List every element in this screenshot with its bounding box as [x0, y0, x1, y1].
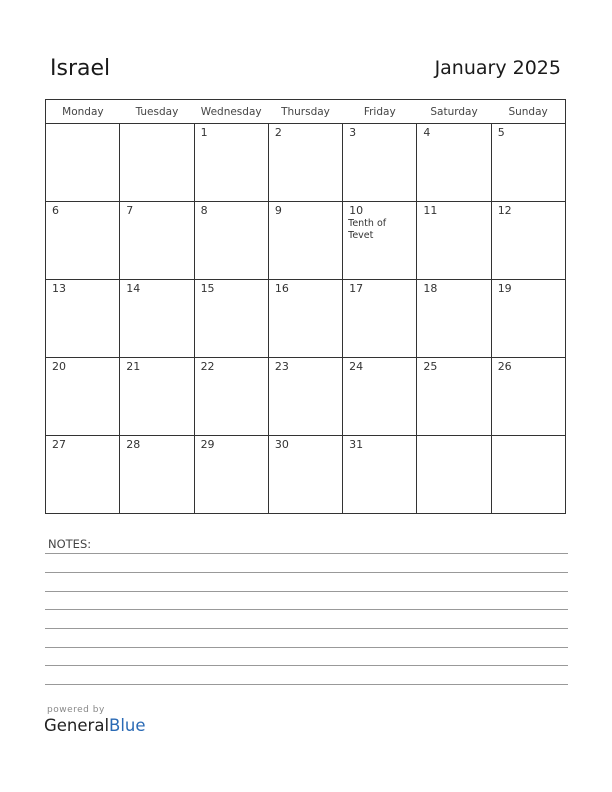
day-cell	[417, 202, 491, 280]
day-cell	[46, 124, 120, 202]
day-number: 3	[349, 126, 357, 139]
note-line	[45, 572, 568, 573]
day-number: 2	[274, 126, 282, 139]
weekday-header: Wednesday	[194, 100, 268, 124]
day-cell	[120, 436, 194, 514]
day-cell	[46, 202, 120, 280]
brand-name-part2: Blue	[109, 716, 146, 735]
day-number: 20	[52, 360, 66, 373]
day-number: 26	[497, 360, 512, 373]
day-number	[46, 124, 119, 126]
day-cell	[343, 358, 417, 436]
day-cell	[194, 124, 268, 202]
holiday-label: Tenth of Tevet	[348, 218, 387, 241]
week-row	[46, 124, 566, 202]
day-number: 14	[126, 282, 141, 295]
weekday-header: Thursday	[268, 100, 342, 124]
day-cell	[417, 358, 491, 436]
note-line	[45, 684, 568, 685]
week-row	[46, 436, 566, 514]
day-number: 21	[126, 360, 141, 373]
day-cell	[268, 280, 342, 358]
day-cell	[194, 280, 268, 358]
day-cell	[268, 202, 342, 280]
weekday-header: Tuesday	[120, 100, 194, 124]
day-number: 4	[423, 126, 431, 139]
day-cell	[491, 124, 565, 202]
note-line	[45, 609, 568, 610]
day-cell	[46, 280, 120, 358]
day-cell	[120, 358, 194, 436]
day-number: 12	[497, 204, 512, 217]
notes-label: NOTES:	[48, 537, 92, 551]
weekday-header: Saturday	[417, 100, 491, 124]
day-cell	[491, 202, 565, 280]
weekday-header: Monday	[46, 100, 120, 124]
day-number: 1	[200, 126, 208, 139]
day-number: 13	[52, 282, 66, 295]
day-number: 9	[274, 204, 282, 217]
day-cell	[268, 124, 342, 202]
day-cell	[120, 280, 194, 358]
day-cell	[194, 202, 268, 280]
generalblue-logo	[44, 716, 146, 735]
day-cell	[194, 436, 268, 514]
day-number: 27	[52, 438, 66, 451]
month-year-title: January 2025	[434, 57, 561, 79]
day-number: 23	[274, 360, 289, 373]
day-cell	[120, 202, 194, 280]
day-number: 15	[200, 282, 215, 295]
brand-name-part1: General	[44, 716, 110, 735]
day-cell	[491, 280, 565, 358]
day-cell	[343, 436, 417, 514]
day-cell	[46, 358, 120, 436]
day-number: 16	[274, 282, 289, 295]
day-number: 25	[423, 360, 438, 373]
note-line	[45, 591, 568, 592]
day-number: 8	[200, 204, 208, 217]
day-cell	[491, 358, 565, 436]
day-number: 22	[200, 360, 215, 373]
calendar-grid	[45, 99, 566, 514]
day-number	[492, 436, 565, 438]
week-row	[46, 202, 566, 280]
day-cell	[46, 436, 120, 514]
day-cell	[120, 124, 194, 202]
note-line	[45, 553, 568, 554]
day-number	[120, 124, 193, 126]
day-number: 31	[349, 438, 364, 451]
day-number: 29	[200, 438, 215, 451]
day-cell	[417, 436, 491, 514]
day-cell	[268, 358, 342, 436]
note-line	[45, 628, 568, 629]
day-cell	[343, 280, 417, 358]
day-number: 17	[349, 282, 364, 295]
day-number: 6	[52, 204, 59, 217]
day-cell	[268, 436, 342, 514]
day-number: 7	[126, 204, 134, 217]
day-number: 19	[497, 282, 512, 295]
day-number: 24	[349, 360, 364, 373]
day-cell	[491, 436, 565, 514]
weekday-header-row	[46, 100, 566, 124]
day-cell	[417, 280, 491, 358]
day-number: 28	[126, 438, 141, 451]
week-row	[46, 358, 566, 436]
day-cell	[194, 358, 268, 436]
day-number: 30	[274, 438, 289, 451]
day-number	[417, 436, 490, 438]
day-cell	[343, 124, 417, 202]
weekday-header: Sunday	[491, 100, 565, 124]
day-number: 18	[423, 282, 438, 295]
note-line	[45, 665, 568, 666]
country-title: Israel	[50, 56, 111, 81]
week-row	[46, 280, 566, 358]
note-line	[45, 647, 568, 648]
day-number: 11	[423, 204, 438, 217]
weekday-header: Friday	[343, 100, 417, 124]
day-number: 5	[497, 126, 505, 139]
day-cell	[343, 202, 417, 280]
powered-by-text: powered by	[47, 705, 105, 715]
day-cell	[417, 124, 491, 202]
day-number: 10	[349, 204, 364, 217]
